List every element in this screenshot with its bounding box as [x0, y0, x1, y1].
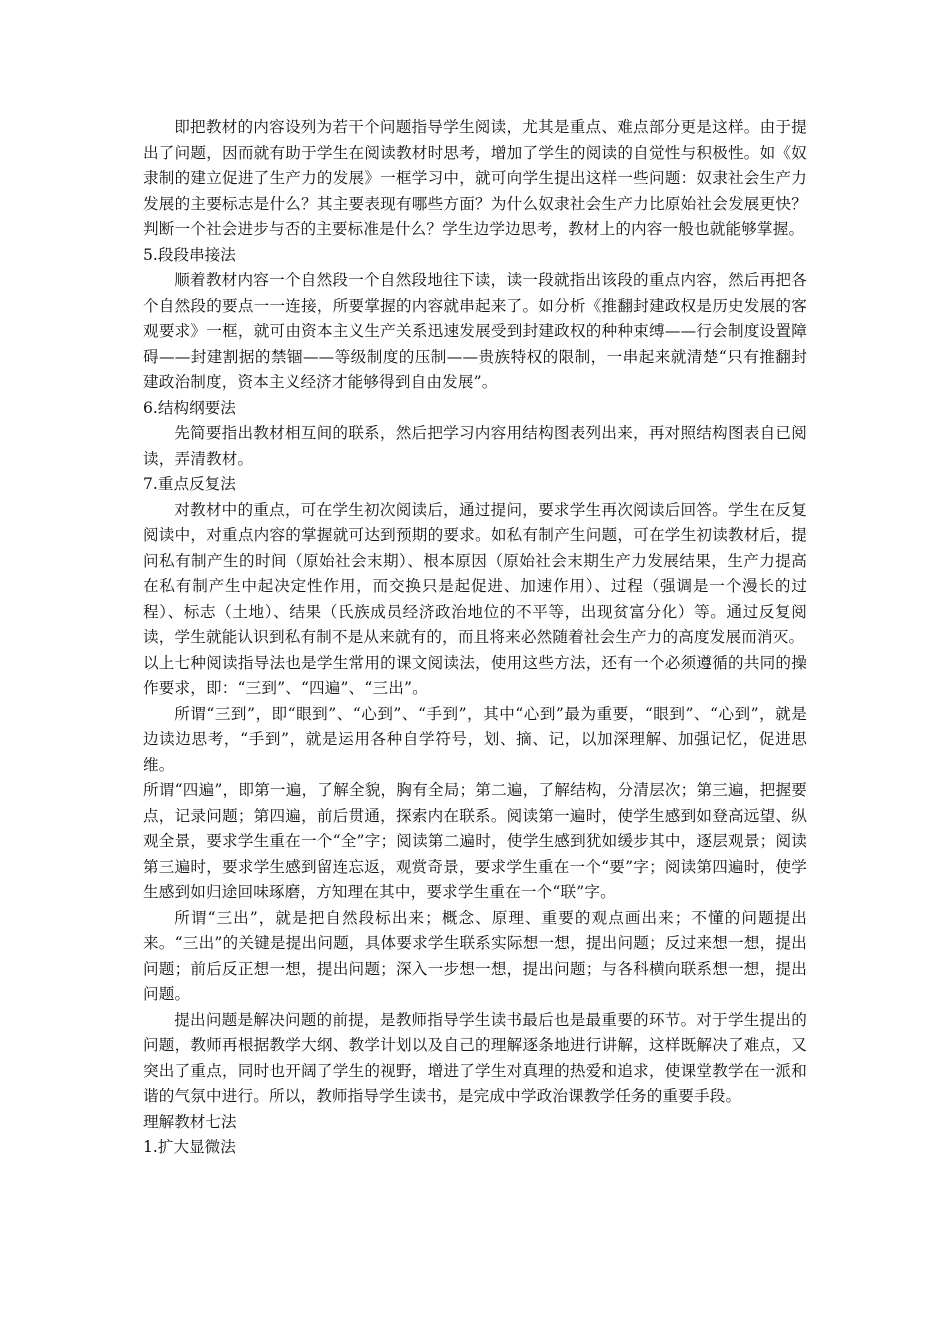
heading-understanding-seven-methods: 理解教材七法	[143, 1112, 237, 1131]
paragraph-summary: 以上七种阅读指导法也是学生常用的课文阅读法，使用这些方法，还有一个必须遵循的共同的操作要求，即：“三到”、“四遍”、“三出”。	[143, 653, 807, 697]
heading-method-6: 6.结构纲要法	[143, 398, 236, 417]
paragraph-question-method: 即把教材的内容设列为若干个问题指导学生阅读，尤其是重点、难点部分更是这样。由于提出了问题，因而就有助于学生在阅读教材时思考，增加了学生的阅读的自觉性与积极性。如《奴隶制的建立促进了生产力的发展》一框学习中，就可向学生提出这样一些问题：奴隶社会生产力发展的主要标志是什么？其主要表现有哪些方面？为什么奴隶社会生产力比原始社会发展更快？判断一个社会进步与否的主要标准是什么？学生边学边思考，教材上的内容一般也就能够掌握。	[143, 118, 807, 238]
paragraph-method-5: 顺着教材内容一个自然段一个自然段地往下读，读一段就指出该段的重点内容，然后再把各个自然段的要点一一连接，所要掌握的内容就串起来了。如分析《推翻封建政权是历史发展的客观要求》一框，就可由资本主义生产关系迅速发展受到封建政权的种种束缚——行会制度设置障碍——封建割据的禁锢——等级制度的压制——贵族特权的限制，一串起来就清楚“只有推翻封建政治制度，资本主义经济才能够得到自由发展”。	[143, 271, 807, 391]
paragraph-method-6: 先简要指出教材相互间的联系，然后把学习内容用结构图表列出来，再对照结构图表自已阅读，弄清教材。	[143, 424, 807, 468]
paragraph-four-passes: 所谓“四遍”，即第一遍，了解全貌，胸有全局；第二遍，了解结构，分清层次；第三遍，把握要点，记录问题；第四遍，前后贯通，探索内在联系。阅读第一遍时，使学生感到如登高远望、纵观全景，要求学生重在一个“全”字；阅读第二遍时，使学生感到犹如缓步其中，逐层观景；阅读第三遍时，要求学生感到留连忘返，观赏奇景，要求学生重在一个“要”字；阅读第四遍时，使学生感到如归途回味琢磨，方知理在其中，要求学生重在一个“联”字。	[143, 781, 807, 901]
heading-magnify-method: 1.扩大显微法	[143, 1138, 236, 1156]
paragraph-three-outs: 所谓“三出”，就是把自然段标出来；概念、原理、重要的观点画出来；不懂的问题提出来。“三出”的关键是提出问题，具体要求学生联系实际想一想，提出问题；反过来想一想，提出问题；前后反正想一想，提出问题；深入一步想一想，提出问题；与各科横向联系想一想，提出问题。	[143, 908, 807, 1003]
paragraph-method-7: 对教材中的重点，可在学生初次阅读后，通过提问，要求学生再次阅读后回答。学生在反复阅读中，对重点内容的掌握就可达到预期的要求。如私有制产生问题，可在学生初读教材后，提问私有制产生的时间（原始社会末期）、根本原因（原始社会末期生产力发展结果，生产力提高在私有制产生中起决定性作用，而交换只是起促进、加速作用）、过程（强调是一个漫长的过程）、标志（土地）、结果（氏族成员经济政治地位的不平等，出现贫富分化）等。通过反复阅读，学生就能认识到私有制不是从来就有的，而且将来必然随着社会生产力的高度发展而消灭。	[143, 500, 807, 646]
heading-method-7: 7.重点反复法	[143, 475, 236, 493]
paragraph-three-arrivals: 所谓“三到”，即“眼到”、“心到”、“手到”，其中“心到”最为重要，“眼到”、“心到”，就是边读边思考，“手到”，就是运用各种自学符号，划、摘、记，以加深理解、加强记忆，促进思维。	[143, 704, 807, 774]
paragraph-raising-questions: 提出问题是解决问题的前提，是教师指导学生读书最后也是最重要的环节。对于学生提出的问题，教师再根据教学大纲、教学计划以及自己的理解逐条地进行讲解，这样既解决了难点，又突出了重点，同时也开阔了学生的视野，增进了学生对真理的热爱和追求，使课堂教学在一派和谐的气氛中进行。所以，教师指导学生读书，是完成中学政治课教学任务的重要手段。	[143, 1010, 807, 1105]
heading-method-5: 5.段段串接法	[143, 245, 236, 264]
